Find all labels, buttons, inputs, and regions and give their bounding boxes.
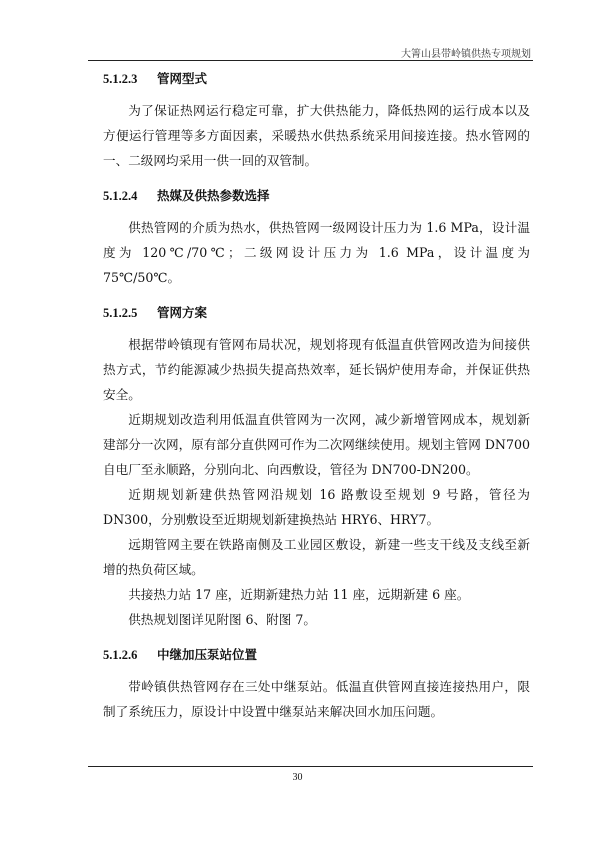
document-body <box>103 68 530 724</box>
section-title: 管网方案 <box>157 305 208 320</box>
section-heading <box>103 68 530 90</box>
section-5-1-2-5 <box>103 302 530 632</box>
page-header <box>88 44 533 61</box>
paragraph: 共接热力站 17 座，近期新建热力站 11 座，远期新建 6 座。 <box>128 587 470 602</box>
section-title: 热媒及供热参数选择 <box>157 188 270 203</box>
paragraph: 供热管网的介质为热水，供热管网一级网设计压力为 1.6 MPa，设计温度为 120℃/70℃；二级网设计压力为 1.6 MPa，设计温度为 75℃/50℃。 <box>103 220 530 285</box>
section-heading <box>103 644 530 666</box>
section-5-1-2-6 <box>103 644 530 724</box>
page-number: 30 <box>292 772 303 783</box>
section-5-1-2-3 <box>103 68 530 173</box>
section-title: 管网型式 <box>157 71 208 86</box>
paragraph: 带岭镇供热管网存在三处中继泵站。低温直供管网直接连接热用户，限制了系统压力，原设计中设置中继泵站来解决回水加压问题。 <box>103 679 530 719</box>
header-title: 大箐山县带岭镇供热专项规划 <box>401 49 531 60</box>
section-number: 5.1.2.6 <box>103 648 138 662</box>
paragraph: 根据带岭镇现有管网布局状况，规划将现有低温直供管网改造为间接供热方式，节约能源减少热损失提高热效率，延长锅炉使用寿命，并保证供热安全。 <box>103 337 530 402</box>
footer-rule <box>88 766 533 767</box>
paragraph: 近期规划改造利用低温直供管网为一次网，减少新增管网成本，规划新建部分一次网，原有部分直供网可作为二次网继续使用。规划主管网 DN700 自电厂至永顺路，分别向北、向西敷设，管径为 DN700-DN200。 <box>103 412 530 477</box>
section-heading <box>103 185 530 207</box>
paragraph: 远期管网主要在铁路南侧及工业园区敷设，新建一些支干线及支线至新增的热负荷区域。 <box>103 537 530 577</box>
section-number: 5.1.2.5 <box>103 306 138 320</box>
paragraph: 供热规划图详见附图 6、附图 7。 <box>128 612 316 627</box>
section-heading <box>103 302 530 324</box>
section-number: 5.1.2.4 <box>103 189 138 203</box>
section-number: 5.1.2.3 <box>103 72 138 86</box>
paragraph: 近期规划新建供热管网沿规划 16 路敷设至规划 9 号路，管径为 DN300，分别敷设至近期规划新建换热站 HRY6、HRY7。 <box>103 487 530 527</box>
section-5-1-2-4 <box>103 185 530 290</box>
section-title: 中继加压泵站位置 <box>157 647 258 662</box>
paragraph: 为了保证热网运行稳定可靠，扩大供热能力，降低热网的运行成本以及方便运行管理等多方面因素，采暖热水供热系统采用间接连接。热水管网的一、二级网均采用一供一回的双管制。 <box>103 103 530 168</box>
